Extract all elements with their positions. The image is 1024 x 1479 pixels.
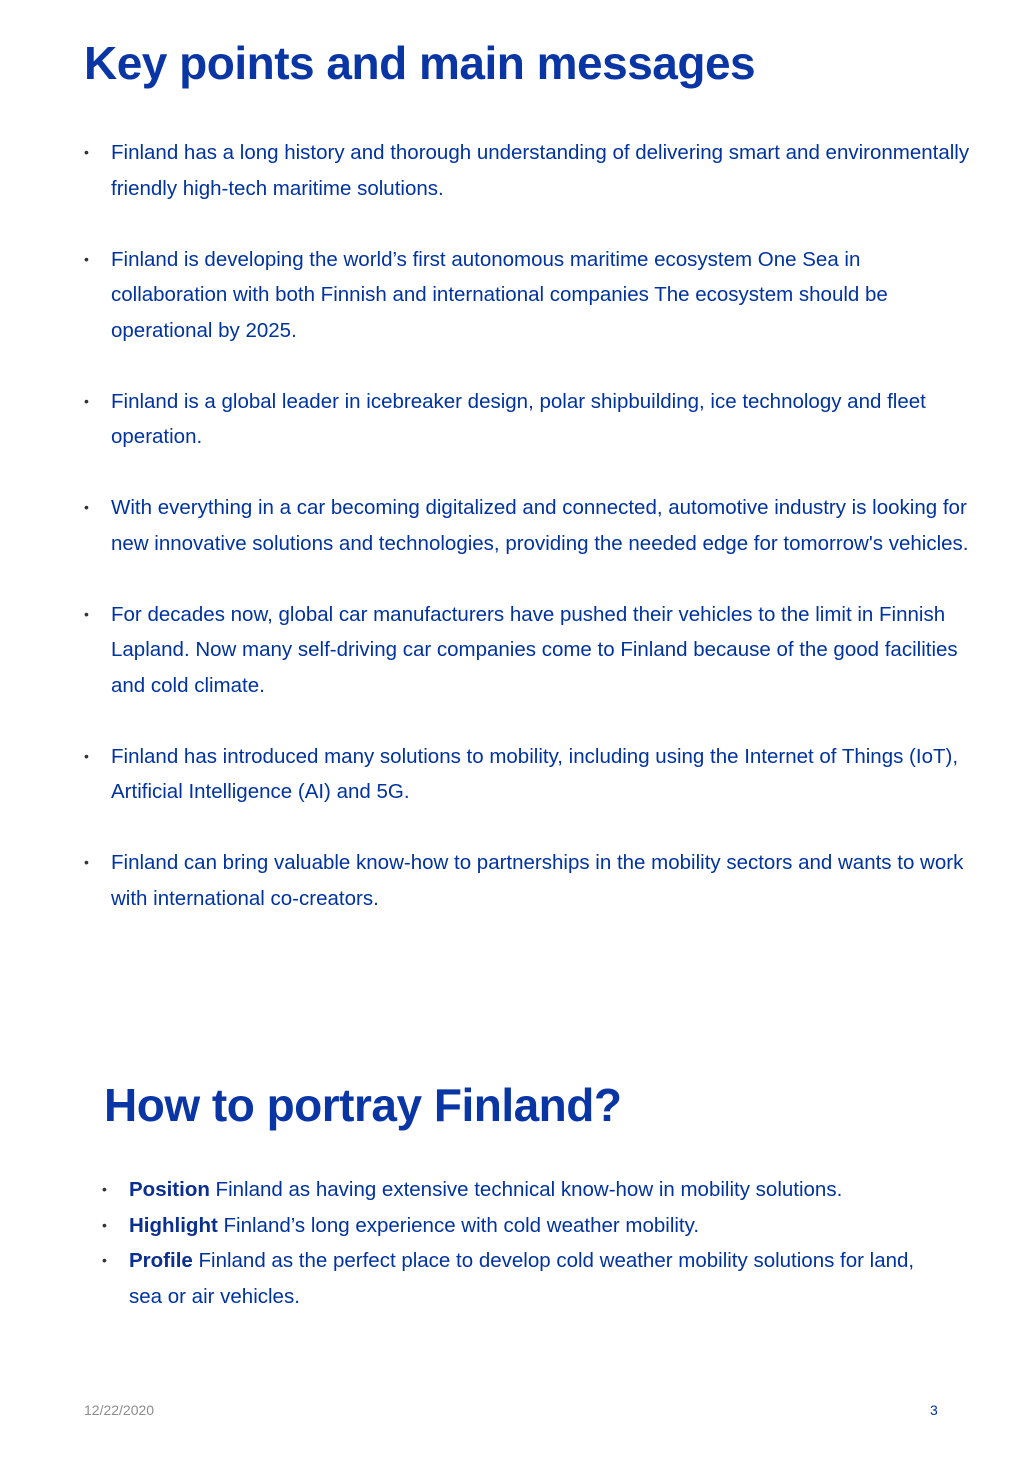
- bullet-icon: •: [84, 499, 89, 515]
- list-item: [84, 384, 974, 455]
- page-number: 3: [930, 1402, 938, 1418]
- bullet-icon: •: [102, 1216, 107, 1233]
- list-item-text: Finland as having extensive technical know-how in mobility solutions.: [209, 1178, 843, 1201]
- list-item: [102, 1208, 942, 1244]
- portray-list: [102, 1172, 942, 1314]
- list-item: [84, 490, 974, 561]
- bullet-icon: •: [84, 854, 89, 870]
- list-item-text: Finland has introduced many solutions to mobility, including using the Internet of Things (IoT), Artificial Intelligence (AI) and 5G.: [111, 744, 959, 803]
- footer-date: 12/22/2020: [84, 1402, 155, 1418]
- list-item: [84, 242, 974, 349]
- list-item-keyword: Position: [129, 1178, 210, 1201]
- list-item-text: Finland can bring valuable know-how to partnerships in the mobility sectors and wants to work with international co-creators.: [111, 851, 964, 910]
- bullet-icon: •: [102, 1181, 107, 1197]
- list-item: [84, 739, 974, 810]
- key-points-list: [84, 135, 974, 952]
- bullet-icon: •: [84, 747, 89, 764]
- list-item-text: Finland has a long history and thorough understanding of delivering smart and environmentally friendly high-tech maritime solutions.: [111, 141, 970, 200]
- list-item-text: Finland as the perfect place to develop cold weather mobility solutions for land, sea or air vehicles.: [129, 1249, 915, 1308]
- list-item: [102, 1243, 942, 1314]
- list-item-text: Finland is developing the world’s first autonomous maritime ecosystem One Sea in collaboration with both Finnish and international companies The ecosystem should be operational by 2025.: [111, 247, 888, 342]
- list-item-keyword: Profile: [129, 1249, 193, 1272]
- bullet-icon: •: [84, 605, 89, 622]
- list-item-text: Finland is a global leader in icebreaker design, polar shipbuilding, ice technology and fleet operation.: [111, 389, 926, 448]
- bullet-icon: •: [84, 392, 89, 409]
- list-item-keyword: Highlight: [129, 1213, 218, 1237]
- list-item: [84, 845, 974, 916]
- list-item-text: With everything in a car becoming digitalized and connected, automotive industry is looking for new innovative solutions and technologies, providing the needed edge for tomorrow's vehicles.: [111, 496, 969, 555]
- section-title: How to portray Finland?: [104, 1079, 622, 1131]
- list-item-text: Finland’s long experience with cold weather mobility.: [217, 1213, 700, 1237]
- list-item: [84, 597, 974, 704]
- bullet-icon: •: [84, 144, 89, 160]
- list-item: [102, 1172, 942, 1208]
- bullet-icon: •: [84, 250, 89, 267]
- bullet-icon: •: [102, 1252, 107, 1268]
- page-title: Key points and main messages: [84, 37, 756, 89]
- list-item-text: For decades now, global car manufacturers have pushed their vehicles to the limit in Finnish Lapland. Now many self-driving car companies come to Finland because of the good facilities and cold climate.: [111, 602, 958, 697]
- list-item: [84, 135, 974, 206]
